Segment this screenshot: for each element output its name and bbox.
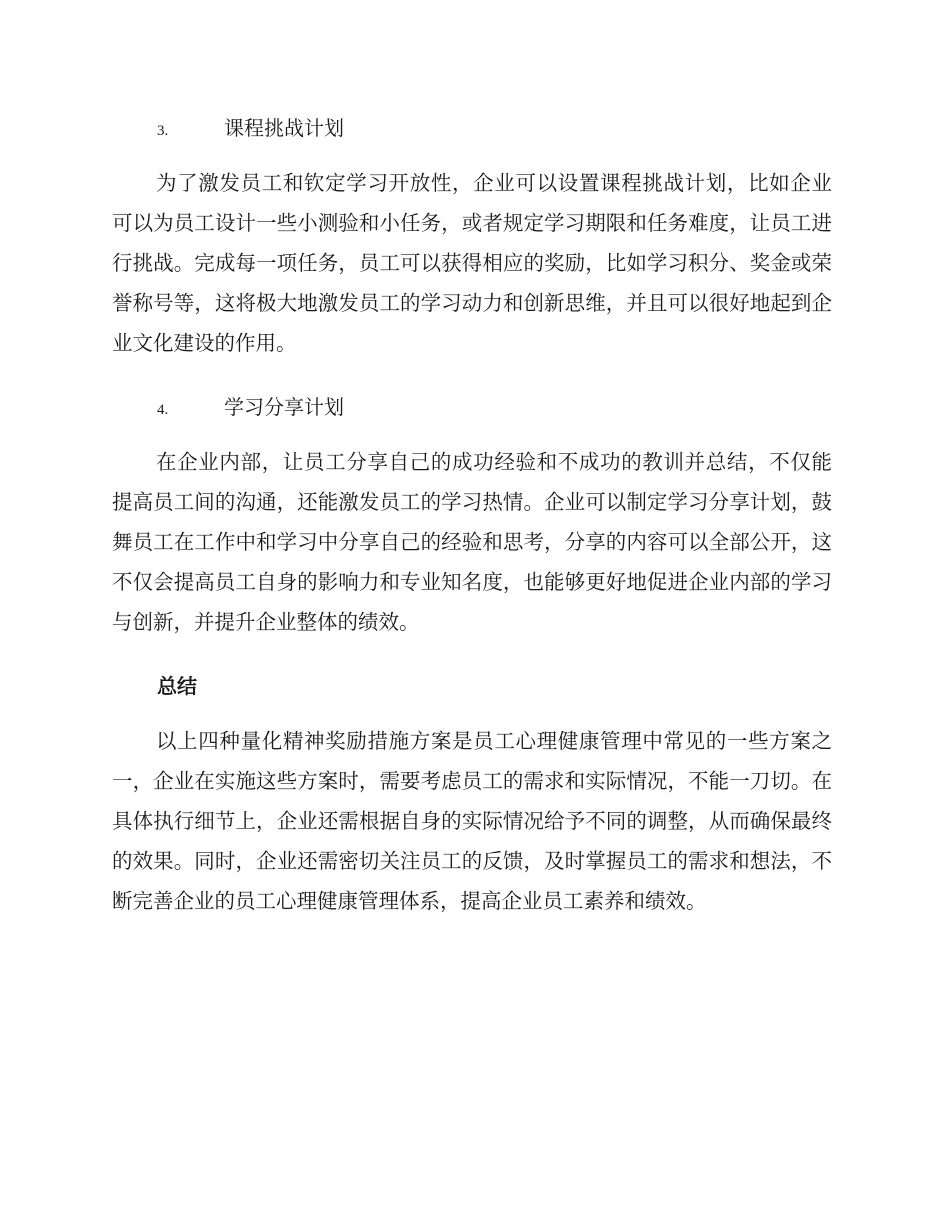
- section-number: 3.: [157, 123, 169, 139]
- section-number: 4.: [157, 402, 169, 418]
- section-heading-3: [157, 114, 344, 145]
- summary-paragraph: 以上四种量化精神奖励措施方案是员工心理健康管理中常见的一些方案之一，企业在实施这些方案时，需要考虑员工的需求和实际情况，不能一刀切。在具体执行细节上，企业还需根据自身的实际情况给予不同的调整，从而确保最终的效果。同时，企业还需密切关注员工的反馈，及时掌握员工的需求和想法，不断完善企业的员工心理健康管理体系，提高企业员工素养和绩效。: [112, 729, 832, 913]
- summary-heading: 总结: [157, 674, 197, 698]
- section-title: 学习分享计划: [224, 395, 344, 419]
- section-title: 课程挑战计划: [224, 116, 344, 140]
- section-paragraph-4: 在企业内部，让员工分享自己的成功经验和不成功的教训并总结，不仅能提高员工间的沟通，还能激发员工的学习热情。企业可以制定学习分享计划，鼓舞员工在工作中和学习中分享自己的经验和思考，分享的内容可以全部公开，这不仅会提高员工自身的影响力和专业知名度，也能够更好地促进企业内部的学习与创新，并提升企业整体的绩效。: [112, 450, 832, 634]
- section-heading-4: [157, 393, 344, 424]
- section-paragraph-3: 为了激发员工和钦定学习开放性，企业可以设置课程挑战计划，比如企业可以为员工设计一些小测验和小任务，或者规定学习期限和任务难度，让员工进行挑战。完成每一项任务，员工可以获得相应的奖励，比如学习积分、奖金或荣誉称号等，这将极大地激发员工的学习动力和创新思维，并且可以很好地起到企业文化建设的作用。: [112, 171, 832, 355]
